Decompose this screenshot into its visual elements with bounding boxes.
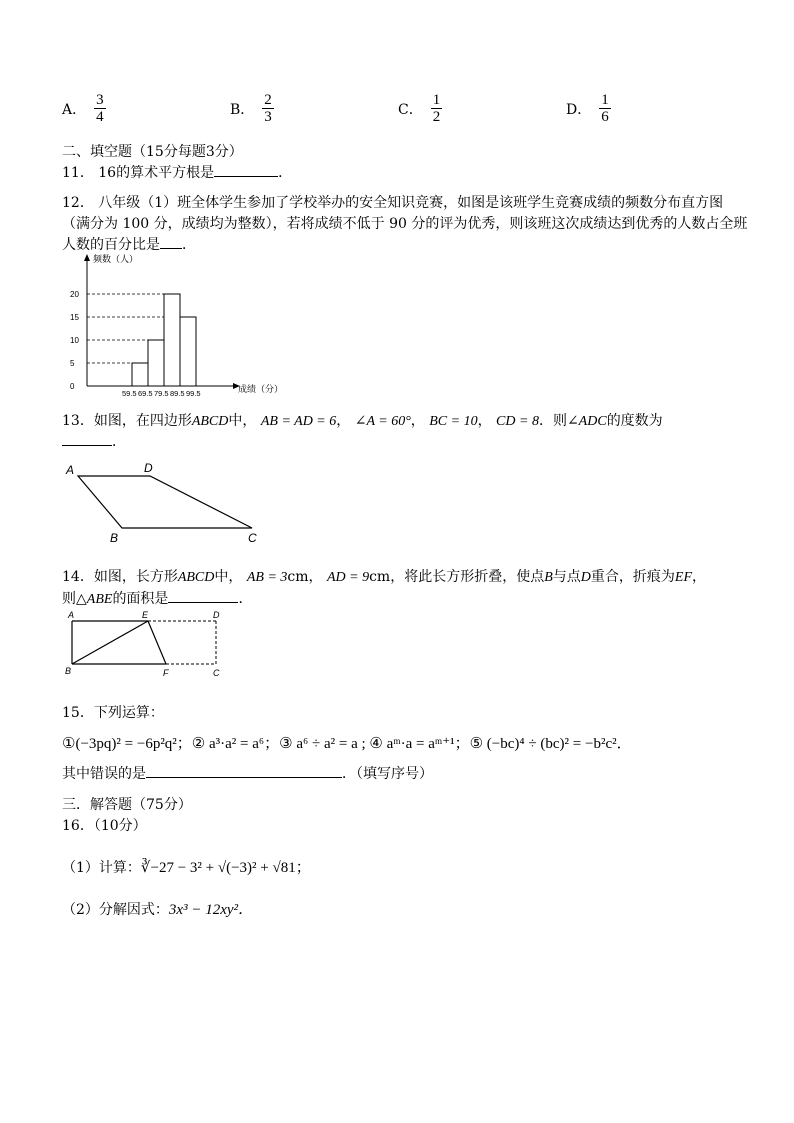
point-d-label: D [144,461,153,475]
y-tick-label: 0 [70,382,75,391]
x-axis-label: 成绩（分） [238,384,284,394]
question-14-line2: 则△ABE的面积是 ． [62,588,252,608]
question-16-part1: （1）计算：∛−27 − 3² + √(−3)² + √81； [62,860,311,876]
histogram-bar [132,363,148,386]
question-16-part2: （2）分解因式：3x³ − 12xy²． [62,902,254,918]
rectangle-fold-figure [62,608,232,680]
y-axis-arrow [84,254,90,261]
point-a-label: A [66,463,75,477]
histogram-chart [60,250,300,400]
point-b-label: B [110,531,119,545]
choice-b: B． $\frac{2}{3}$ [230,92,272,125]
question-12-line3: 人数的百分比是 ． [62,234,196,254]
quadrilateral-abcd [78,476,252,528]
rect-point-d: D [213,610,220,620]
question-15-answer-line: 其中错误的是 ．（填写序号） [62,763,433,783]
x-tick-label: 89.5 [170,389,185,398]
section3-title: 三．解答题（75分） [62,797,192,813]
rect-point-b: B [65,666,72,676]
question-13-line1: 13．如图，在四边形ABCD中， AB = AD = 6， ∠A = 60°， BC = 10， CD = 8．则∠ADC的度数为 [62,413,663,429]
histogram-bar [164,294,180,386]
rect-point-a: A [68,610,75,620]
x-tick-label: 99.5 [186,389,201,398]
question-11: 11． 16的算术平方根是 ． [62,162,292,182]
rect-point-e: E [142,610,149,620]
quadrilateral-figure [62,458,272,546]
x-tick-label: 69.5 [138,389,153,398]
y-axis-label: 频数（人） [93,254,139,264]
question-16-title: 16．（10分） [62,818,147,834]
choice-a: A． $\frac{3}{4}$ [62,92,104,125]
y-tick-label: 15 [70,313,79,322]
x-tick-label: 79.5 [154,389,169,398]
choice-c: C． $\frac{1}{2}$ [398,92,441,125]
point-c-label: C [248,531,257,545]
question-12-line1: 12． 八年级（1）班全体学生参加了学校举办的安全知识竞赛，如图是该班学生竞赛成绩的频数分布直方图 [62,195,724,211]
rect-point-f: F [163,668,169,678]
histogram-bar [180,317,196,386]
question-12-line2: （满分为 100 分，成绩均为整数），若将成绩不低于 90 分的评为优秀，则该班这次成绩达到优秀的人数占全班 [62,216,748,232]
y-tick-label: 5 [70,359,75,368]
question-15-title: 15．下列运算： [62,705,164,721]
question-13-line2: ． [62,431,126,451]
y-tick-label: 20 [70,290,79,299]
choice-d: D． $\frac{1}{6}$ [566,92,609,125]
y-tick-label: 10 [70,336,79,345]
rect-point-c: C [213,668,220,678]
histogram-bar [148,340,164,386]
question-14-line1: 14．如图，长方形ABCD中， AB = 3cm， AD = 9cm，将此长方形折叠，使点B与点D重合，折痕为EF， [62,569,707,585]
x-tick-label: 59.5 [122,389,137,398]
section2-title: 二、填空题（15分每题3分） [62,144,243,160]
question-15-operations: ①(−3pq)² = −6p²q²；② a³·a² = a⁶；③ a⁶ ÷ a² = a ; ④ aᵐ·a = aᵐ⁺¹；⑤ (−bc)⁴ ÷ (bc)² = −b²c²． [62,736,632,752]
